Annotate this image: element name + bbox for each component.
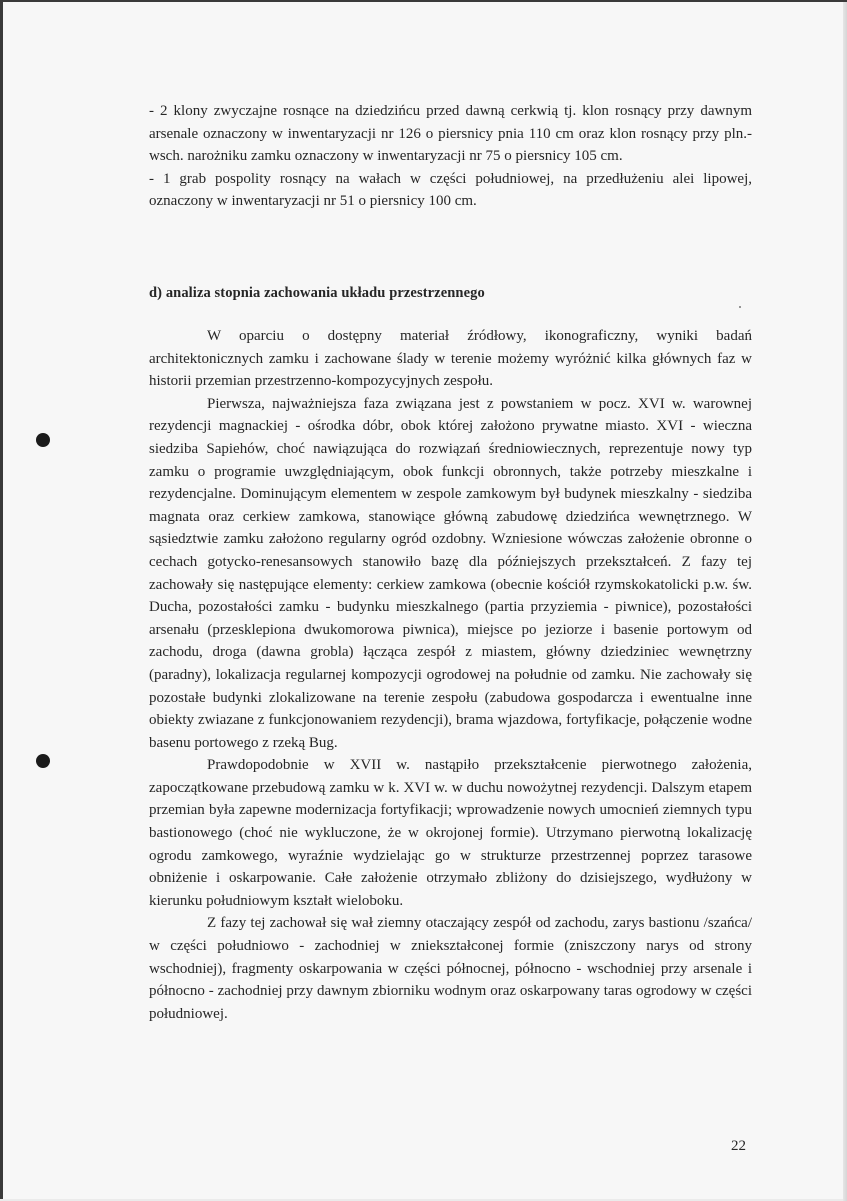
list-item: - 2 klony zwyczajne rosnące na dziedzińcu przed dawną cerkwią tj. klon rosnący przy dawnym arsenale oznaczony w inwentaryzacji nr 126 o piersnicy pnia 110 cm oraz klon rosnący przy pln.-wsch. narożniku zamku oznaczony w inwentaryzacji nr 75 o piersnicy 105 cm. <box>149 103 752 165</box>
paragraph: Pierwsza, najważniejsza faza związana jest z powstaniem w pocz. XVI w. warownej rezydencji magnackiej - ośrodka dóbr, obok której założono prywatne miasto. XVI - wieczna siedziba Sapiehów, choć nawiązująca do rozwiązań średniowiecznych, reprezentuje nowy typ zamku o programie uwzględniającym, obok funkcji obronnych, także potrzeby mieszkalne i rezydencjalne. Dominującym elementem w zespole zamkowym był budynek mieszkalny - siedziba magnata oraz cerkiew zamkowa, stanowiące główną zabudowę dziedzińca wewnętrznego. W sąsiedztwie zamku założono regularny ogród ozdobny. Wzniesione wówczas założenie obronne o cechach gotycko-renesansowych stanowiło bazę dla późniejszych przekształceń. Z fazy tej zachowały się następujące elementy: cerkiew zamkowa (obecnie kościół rzymskokatolicki p.w. św. Ducha, pozostałości zamku - budynku mieszkalnego (partia przyziemia - piwnice), pozostałości arsenału (przesklepiona dwukomorowa piwnica), miejsce po jeziorze i basenie portowym od zachodu, droga (dawna grobla) łącząca zespół z miastem, główny dziedziniec wewnętrzny (paradny), lokalizacja regularnej kompozycji ogrodowej na południe od zamku. Nie zachowały się pozostałe budynki zlokalizowane na terenie zespołu (zabudowa gospodarcza i ewentualne inne obiekty zwiazane z funkcjonowaniem rezydencji), brama wjazdowa, fortyfikacje, połączenie wodne basenu portowego z rzeką Bug. <box>149 395 752 751</box>
body-text <box>149 325 752 1025</box>
intro-list <box>149 100 752 213</box>
scan-edge <box>843 2 847 1201</box>
punch-hole-bottom-icon <box>36 754 50 768</box>
scan-speck <box>739 306 741 308</box>
section-heading: d) analiza stopnia zachowania układu przestrzennego <box>149 285 485 301</box>
paragraph: Z fazy tej zachował się wał ziemny otaczający zespół od zachodu, zarys bastionu /szańca/ w części południowo - zachodniej w zniekształconej formie (zniszczony narys od strony wschodniej), fragmenty oskarpowania w części północnej, północno - wschodniej przy arsenale i północno - zachodniej przy dawnym zbiorniku wodnym oraz oskarpowany taras ogrodowy w części południowej. <box>149 915 752 1022</box>
page-number: 22 <box>731 1138 746 1154</box>
paragraph: W oparciu o dostępny materiał źródłowy, ikonograficzny, wyniki badań architektonicznych zamku i zachowane ślady w terenie możemy wyróżnić kilka głównych faz w historii przemian przestrzenno-kompozycyjnych zespołu. <box>149 328 752 390</box>
paragraph: Prawdopodobnie w XVII w. nastąpiło przekształcenie pierwotnego założenia, zapoczątkowane przebudową zamku w k. XVI w. w duchu nowożytnej rezydencji. Dalszym etapem przemian była zapewne modernizacja fortyfikacji; wprowadzenie nowych umocnień ziemnych typu bastionowego (choć nie wykluczone, że w okrojonej formie). Utrzymano pierwotną lokalizację ogrodu zamkowego, wyraźnie wydzielając go w strukturze przestrzennej poprzez tarasowe obniżenie i oskarpowanie. Całe założenie otrzymało zbliżony do dzisiejszego, wydłużony w kierunku południowym kształt wieloboku. <box>149 757 752 909</box>
list-item: - 1 grab pospolity rosnący na wałach w części południowej, na przedłużeniu alei lipowej, oznaczony w inwentaryzacji nr 51 o piersnicy 100 cm. <box>149 170 752 210</box>
punch-hole-top-icon <box>36 433 50 447</box>
